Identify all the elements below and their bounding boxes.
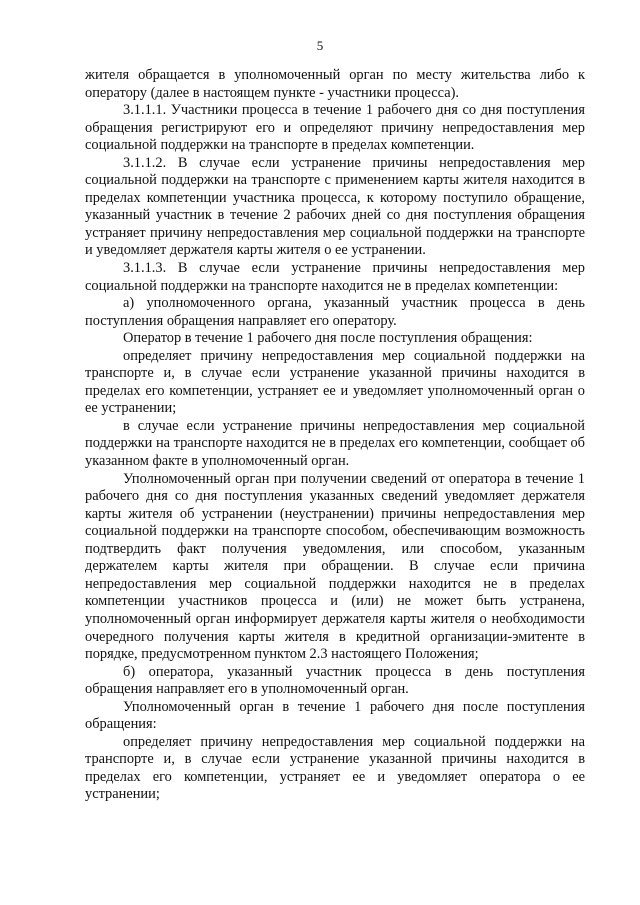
paragraph-continuation: жителя обращается в уполномоченный орган по месту жительства либо к оператору (далее в настоящем пункте - участники процесса).: [85, 67, 585, 101]
paragraph-3-1-1-1: 3.1.1.1. Участники процесса в течение 1 рабочего дня со дня поступления обращения регистрируют его и определяют причину непредоставления мер социальной поддержки на транспорте в пределах компетенции.: [85, 102, 585, 154]
document-body: [85, 67, 585, 804]
page-number: 5: [316, 38, 324, 53]
paragraph-operator-reports: в случае если устранение причины непредоставления мер социальной поддержки на транспорте находится не в пределах его компетенции, сообщает об указанном факте в уполномоченный орган.: [85, 417, 585, 470]
paragraph-authorized-body-notifies: Уполномоченный орган при получении сведений от оператора в течение 1 рабочего дня со дня поступления указанных сведений уведомляет держателя карты жителя об устранении (неустранении) причины непредоставления мер социальной поддержки на транспорте способом, обеспечивающим возможность подтвердить факт получения уведомления, или способом, указанным держателем карты жителя при обращении. В случае если причина непредоставления мер социальной поддержки находится не в пределах компетенции участников процесса и (или) не может быть устранена, уполномоченный орган информирует держателя карты жителя о необходимости очередного получения карты жителя в кредитной организации-эмитенте в порядке, предусмотренном пунктом 2.3 настоящего Положения;: [85, 470, 585, 663]
paragraph-3-1-1-2: 3.1.1.2. В случае если устранение причины непредоставления мер социальной поддержки на транспорте с применением карты жителя находится в пределах компетенции участника процесса, к которому поступило обращение, указанный участник в течение 2 рабочих дней со дня поступления обращения устраняет причину непредоставления мер социальной поддержки на транспорте и уведомляет держателя карты жителя о ее устранении.: [85, 154, 585, 259]
paragraph-item-b: б) оператора, указанный участник процесса в день поступления обращения направляет его в уполномоченный орган.: [85, 663, 585, 698]
paragraph-operator-determines: определяет причину непредоставления мер социальной поддержки на транспорте и, в случае если устранение указанной причины находится в пределах его компетенции, устраняет ее и уведомляет уполномоченный орган о ее устранении;: [85, 347, 585, 417]
paragraph-3-1-1-3: 3.1.1.3. В случае если устранение причины непредоставления мер социальной поддержки на транспорте находится не в пределах компетенции:: [85, 260, 585, 294]
paragraph-authorized-body-duties: Уполномоченный орган в течение 1 рабочего дня после поступления обращения:: [85, 698, 585, 733]
paragraph-operator-duties: Оператор в течение 1 рабочего дня после поступления обращения:: [123, 330, 533, 347]
paragraph-item-a: а) уполномоченного органа, указанный участник процесса в день поступления обращения направляет его оператору.: [85, 295, 585, 329]
paragraph-authorized-body-determines: определяет причину непредоставления мер социальной поддержки на транспорте и, в случае если устранение указанной причины находится в пределах его компетенции, устраняет ее и уведомляет оператора о ее устранении;: [85, 733, 585, 803]
